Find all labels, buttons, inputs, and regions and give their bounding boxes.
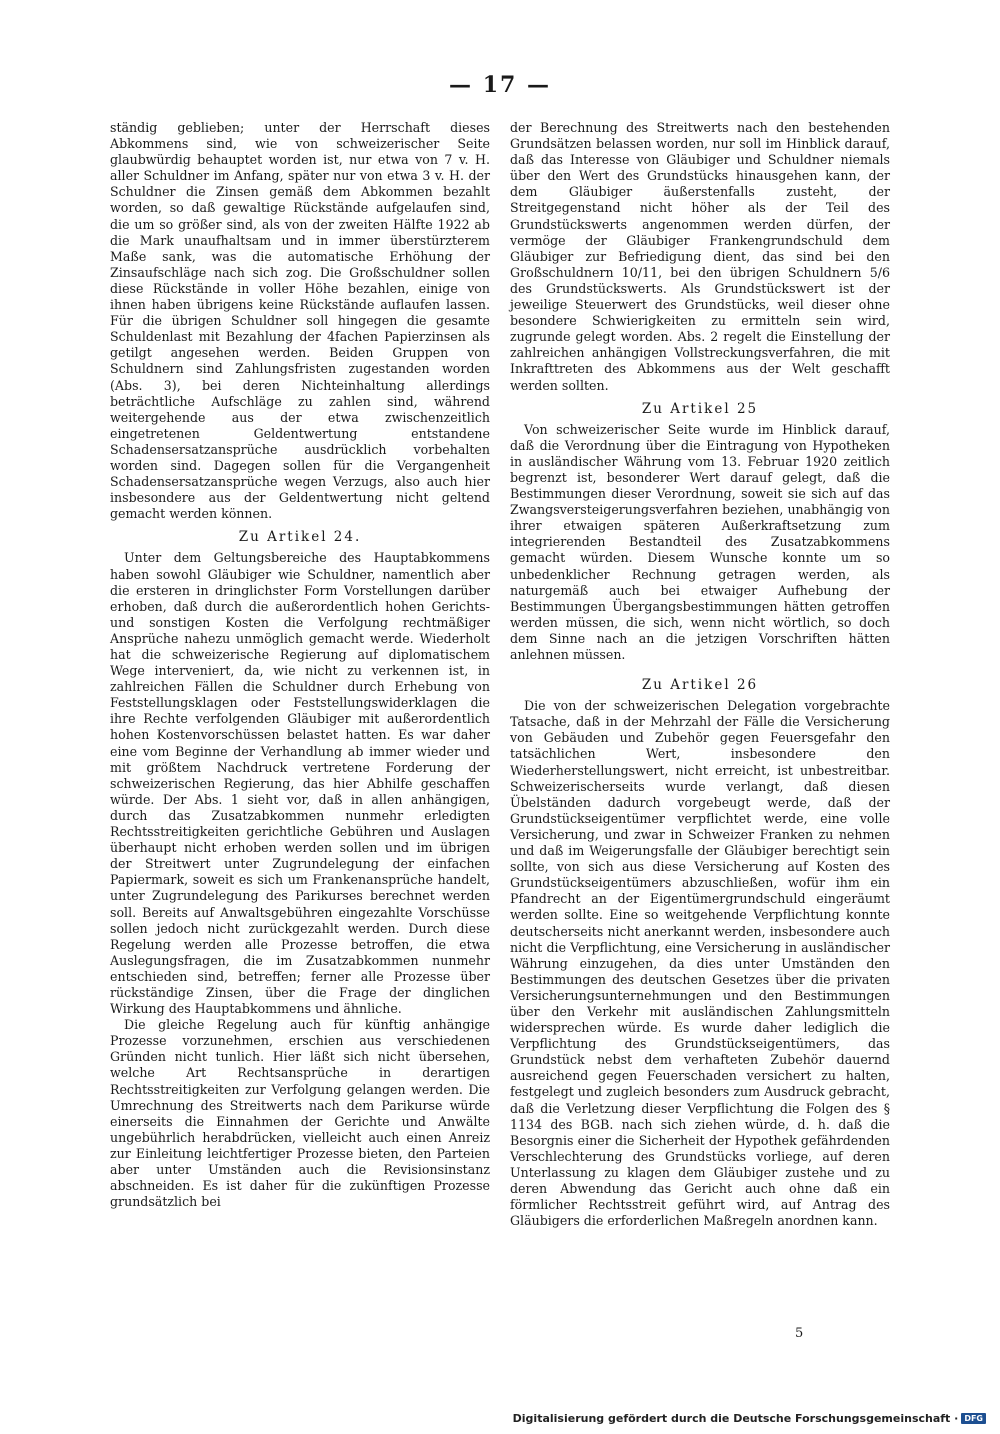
paragraph: der Berechnung des Streitwerts nach den bestehenden Grundsätzen belassen worden, nur soll im Hinblick darauf, daß das Interesse von Gläubiger und Schuldner niemals über den Wert des Grundstücks hinausgehen kann, der dem Gläubiger äußerstenfalls zusteht, der Streitgegenstand nicht höher als der Teil des Grundstückswerts angenommen werden dürfen, der vermöge der Gläubiger Frankengrundschuld dem Gläubiger zur Befriedigung dient, das sind bei den Großschuldnern 10/11, bei den übrigen Schuldnern 5/6 des Grundstückswerts. Als Grundstückswert ist der jeweilige Steuerwert des Grundstücks, weil dieser ohne besondere Schwierigkeiten zu ermitteln sein wird, zugrunde gelegt worden. Abs. 2 regelt die Einstellung der zahlreichen anhängigen Vollstreckungsverfahren, die mit Inkrafttreten des Abkommens aus der Welt geschafft werden sollten. bbox=[510, 120, 890, 393]
paragraph: Unter dem Geltungsbereiche des Hauptabkommens haben sowohl Gläubiger wie Schuldner, namentlich aber die ersteren in dringlichster Form Vorstellungen darüber erhoben, daß durch die außerordentlich hohen Gerichts- und sonstigen Kosten die Verfolgung rechtmäßiger Ansprüche nahezu unmöglich gemacht werde. Wiederholt hat die schweizerische Regierung auf diplomatischem Wege interveniert, da, wie nicht zu verkennen ist, in zahlreichen Fällen die Schuldner durch Erhebung von Feststellungsklagen oder Feststellungswiderklagen die ihre Rechte verfolgenden Gläubiger mit außerordentlich hohen Kostenvorschüssen belastet hatten. Es war daher eine vom Beginne der Verhandlung ab immer wieder und mit größtem Nachdruck vertretene Forderung der schweizerischen Regierung, das hier Abhilfe geschaffen würde. Der Abs. 1 sieht vor, daß in allen anhängigen, durch das Zusatzabkommen nunmehr erledigten Rechtsstreitigkeiten gerichtliche Gebühren und Auslagen überhaupt nicht erhoben werden sollen und im übrigen der Streitwert unter Zugrundelegung der einfachen Papiermark, soweit es sich um Frankenansprüche handelt, unter Zugrundelegung des Parikurses berechnet werden soll. Bereits auf Anwaltsgebühren eingezahlte Vorschüsse sollen jedoch nicht zurückgezahlt werden. Durch diese Regelung werden alle Prozesse betroffen, die etwa Auslegungsfragen, die im Zusatzabkommen nunmehr entschieden sind, betreffen; ferner alle Prozesse über rückständige Zinsen, über die Frage der dinglichen Wirkung des Hauptabkommens und ähnliche. bbox=[110, 550, 490, 1017]
section-heading-artikel-24: Zu Artikel 24. bbox=[238, 529, 362, 546]
sheet-number: 5 bbox=[795, 1326, 804, 1341]
paragraph: Die gleiche Regelung auch für künftig anhängige Prozesse vorzunehmen, erschien aus verschiedenen Gründen nicht tunlich. Hier läßt sich nicht übersehen, welche Art Rechtsansprüche in derartigen Rechtsstreitigkeiten zur Verfolgung gelangen werden. Die Umrechnung des Streitwerts nach dem Parikurse würde einerseits die Einnahmen der Gerichte und Anwälte ungebührlich herabdrücken, vielleicht auch einen Anreiz zur Einleitung leichtfertiger Prozesse bieten, den Parteien aber unter Umständen auch die Revisionsinstanz abschneiden. Es ist daher für die zukünftigen Prozesse grundsätzlich bei bbox=[110, 1017, 490, 1210]
footer-credit: Digitalisierung gefördert durch die Deutsche Forschungsgemeinschaft · bbox=[512, 1412, 959, 1425]
right-column bbox=[510, 120, 890, 1229]
left-column bbox=[110, 120, 490, 1210]
paragraph: ständig geblieben; unter der Herrschaft dieses Abkommens sind, wie von schweizerischer Seite glaubwürdig behauptet worden ist, nur etwa von 7 v. H. aller Schuldner im Anfang, später nur von etwa 3 v. H. der Schuldner die Zinsen gemäß dem Abkommen bezahlt worden, so daß gewaltige Rückstände aufgelaufen sind, die um so größer sind, als von der zweiten Hälfte 1922 ab die Mark unaufhaltsam und in immer überstürzterem Maße sank, was die automatische Erhöhung der Zinsaufschläge nach sich zog. Die Großschuldner sollen diese Rückstände in voller Höhe bezahlen, einige von ihnen haben übrigens keine Rückstände auflaufen lassen. Für die übrigen Schuldner soll hingegen die gesamte Schuldenlast mit Bezahlung der 4fachen Papierzinsen als getilgt angesehen werden. Beiden Gruppen von Schuldnern sind Zahlungsfristen zugestanden worden (Abs. 3), bei deren Nichteinhaltung allerdings beträchtliche Aufschläge zu zahlen sind, während weitergehende aus der etwa zwischenzeitlich eingetretenen Geldentwertung entstandene Schadensersatzansprüche ausdrücklich vorbehalten worden sind. Dagegen sollen für die Vergangenheit Schadensersatzansprüche wegen Verzugs, also auch hier insbesondere aus der Geldentwertung nicht geltend gemacht werden können. bbox=[110, 120, 490, 522]
page-number: — 17 — bbox=[449, 72, 551, 98]
paragraph: Von schweizerischer Seite wurde im Hinblick darauf, daß die Verordnung über die Eintragung von Hypotheken in ausländischer Währung vom 13. Februar 1920 zeitlich begrenzt ist, besonderer Wert darauf gelegt, daß die Bestimmungen dieser Verordnung, soweit sie sich auf das Zwangsversteigerungsverfahren beziehen, unabhängig von ihrer etwaigen späteren Außerkraftsetzung zum integrierenden Bestandteil des Zusatzabkommens gemacht würden. Diesem Wunsche konnte um so unbedenklicher Rechnung getragen werden, als naturgemäß auch bei etwaiger Aufhebung der Bestimmungen Übergangsbestimmungen hätten getroffen werden müssen, die sich, wenn nicht wörtlich, so doch dem Sinne nach an die jetzigen Vorschriften hätten anlehnen müssen. bbox=[510, 421, 890, 662]
footer bbox=[513, 1412, 986, 1425]
section-heading-artikel-25: Zu Artikel 25 bbox=[641, 400, 759, 417]
section-heading-artikel-26: Zu Artikel 26 bbox=[641, 677, 759, 694]
paragraph: Die von der schweizerischen Delegation vorgebrachte Tatsache, daß in der Mehrzahl der Fälle die Versicherung von Gebäuden und Zubehör gegen Feuersgefahr den tatsächlichen Wert, insbesondere den Wiederherstellungswert, nicht erreicht, ist unbestreitbar. Schweizerischerseits wurde verlangt, daß diesen Übelständen dadurch vorgebeugt werde, daß der Grundstückseigentümer verpflichtet werde, eine volle Versicherung, und zwar in Schweizer Franken zu nehmen und daß im Weigerungsfalle der Gläubiger berechtigt sein sollte, von sich aus diese Versicherung auf Kosten des Grundstückseigentümers abzuschließen, wofür ihm ein Pfandrecht an der Eigentümergrundschuld eingeräumt werden sollte. Eine so weitgehende Verpflichtung konnte deutscherseits nicht anerkannt werden, insbesondere auch nicht die Verpflichtung, eine Versicherung in ausländischer Währung einzugehen, da dies unter Umständen den Bestimmungen des deutschen Gesetzes über die privaten Versicherungsunternehmungen und den Bestimmungen über den Verkehr mit ausländischen Zahlungsmitteln widersprechen würde. Es wurde daher lediglich die Verpflichtung des Grundstückseigentümers, das Grundstück nebst dem verhafteten Zubehör dauernd ausreichend gegen Feuerschaden versichert zu halten, festgelegt und zugleich besonders zum Ausdruck gebracht, daß die Verletzung dieser Verpflichtung die Folgen des § 1134 des BGB. nach sich ziehen würde, d. h. daß die Besorgnis einer die Sicherheit der Hypothek gefährdenden Verschlechterung des Grundstücks vorliege, auf deren Unterlassung zu klagen dem Gläubiger zustehe und zu deren Abwendung das Gericht auch ohne daß ein förmlicher Rechtsstreit geführt wird, auf Antrag des Gläubigers die erforderlichen Maßregeln anordnen kann. bbox=[510, 698, 890, 1229]
dfg-logo-icon: DFG bbox=[961, 1413, 986, 1424]
